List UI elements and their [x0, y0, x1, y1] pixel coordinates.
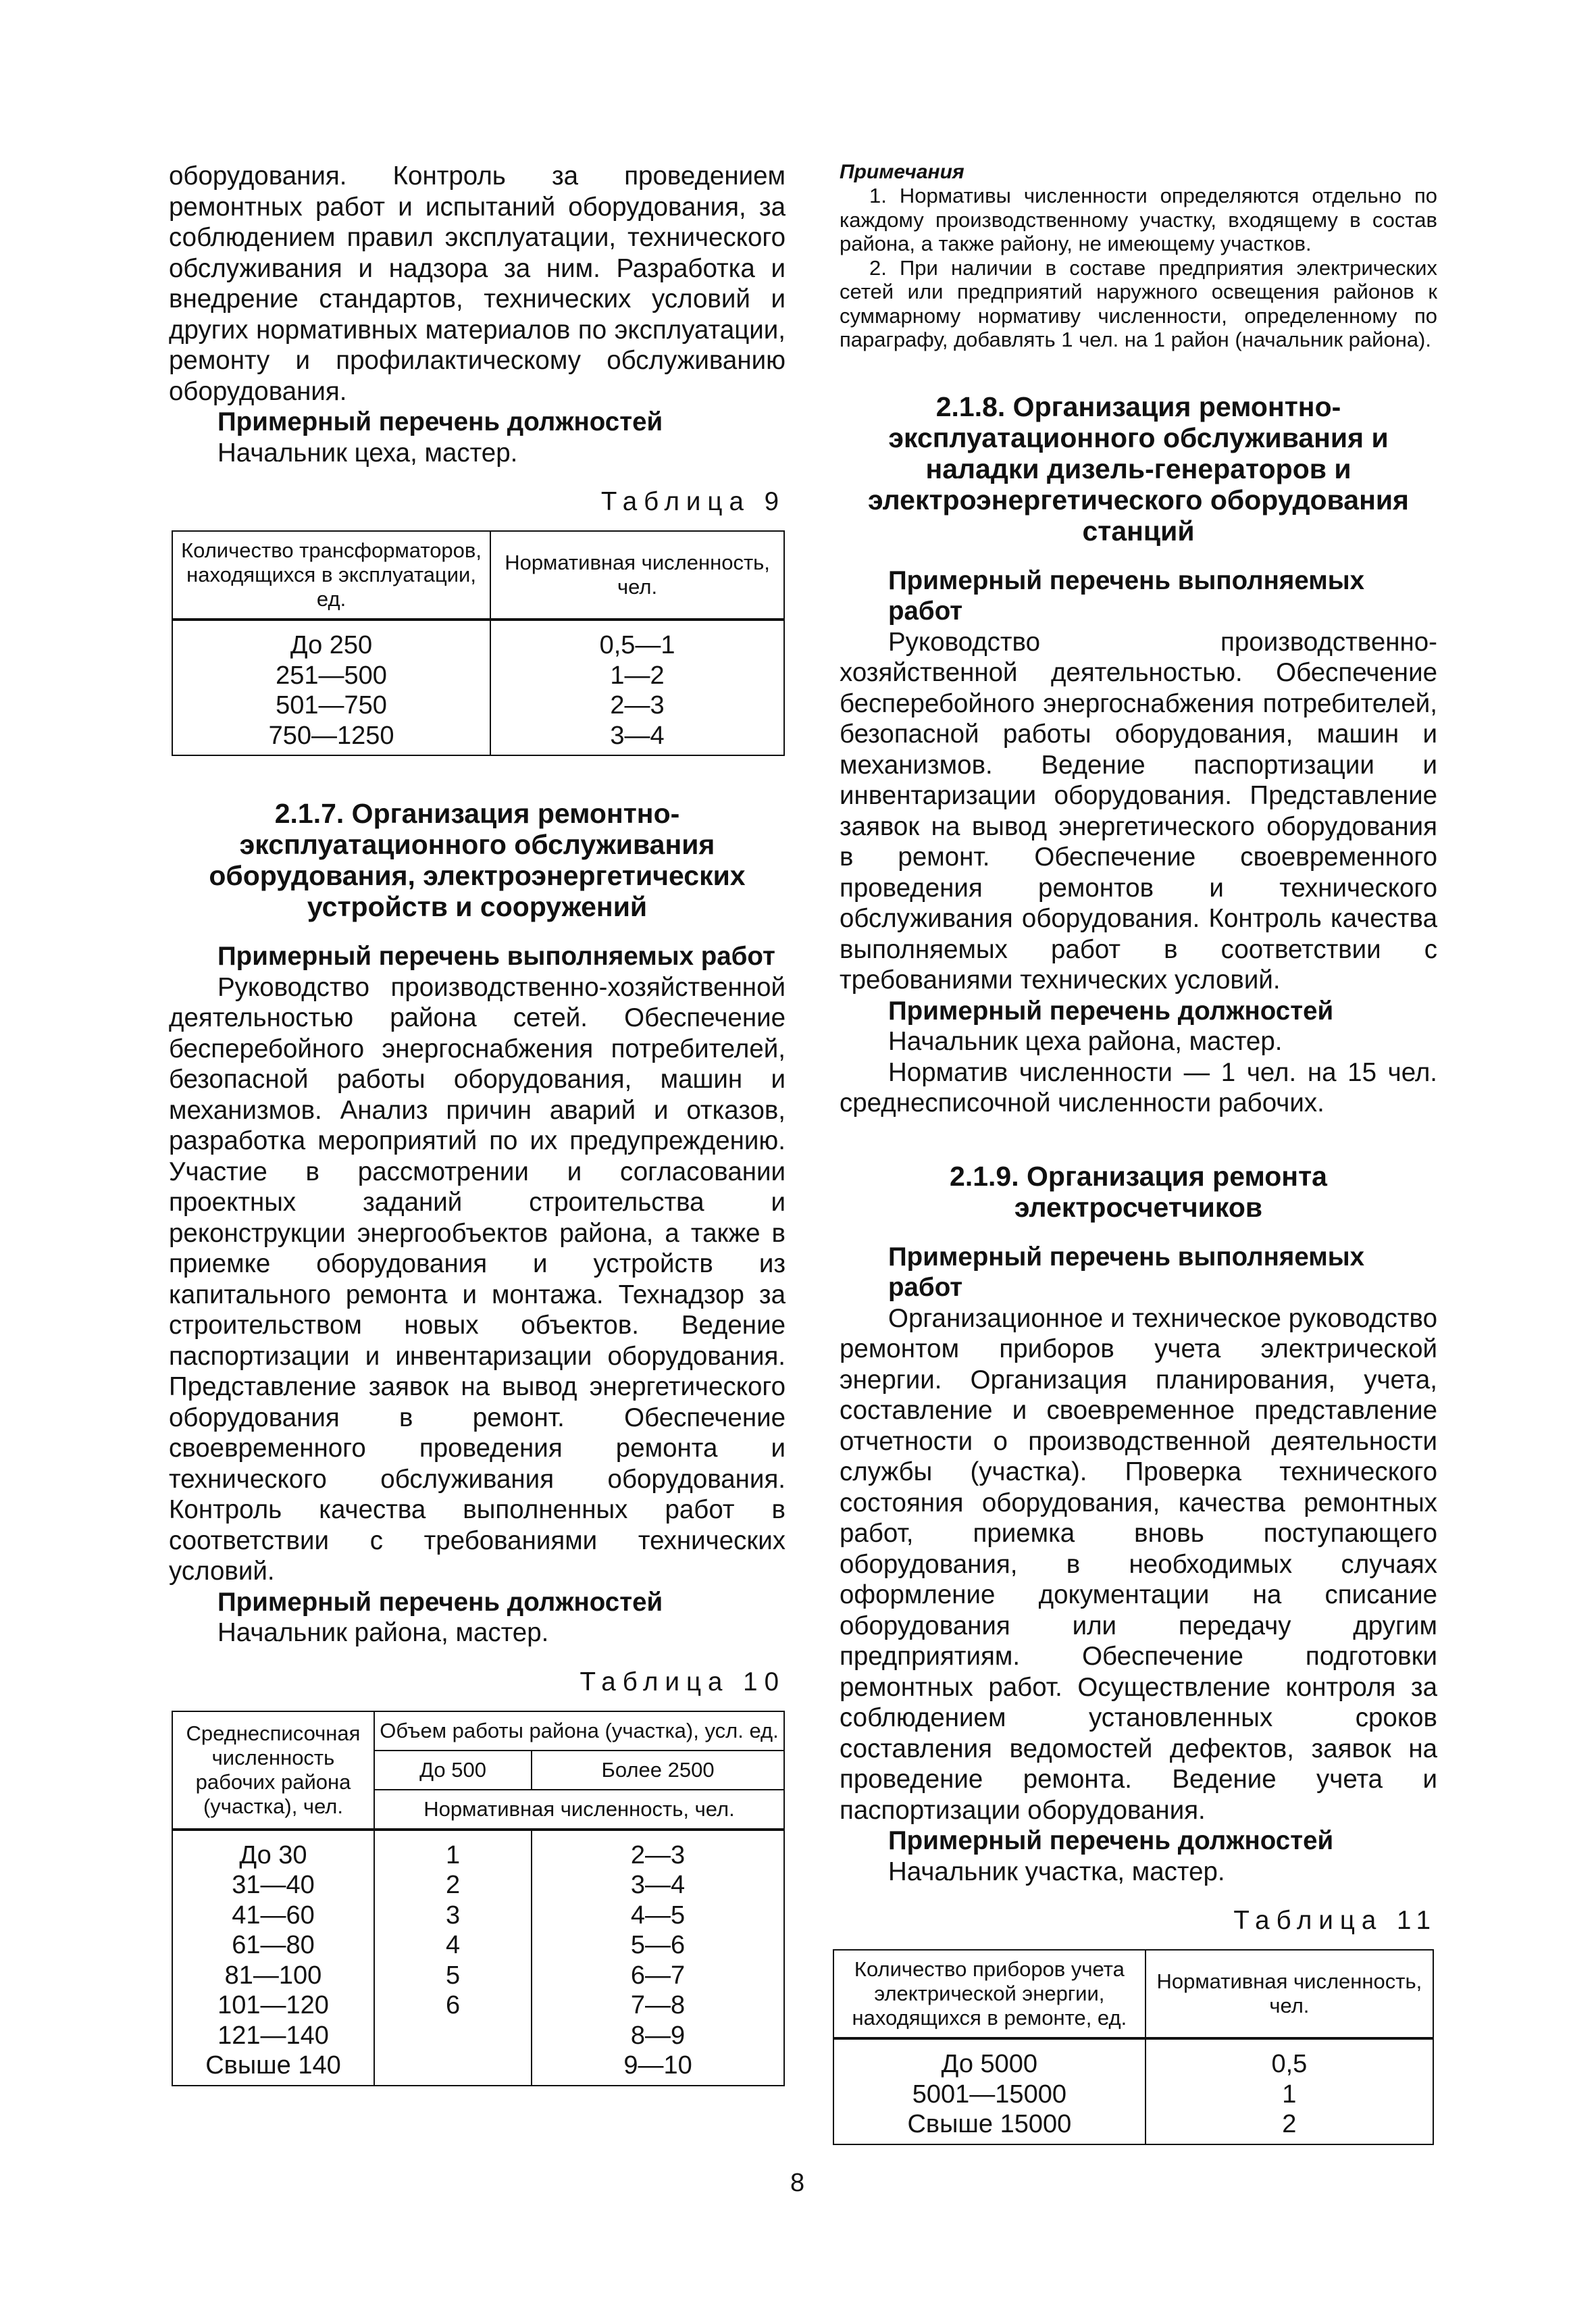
table-cell: 1: [1145, 2080, 1433, 2110]
table-cell: 2: [1145, 2109, 1433, 2144]
table-cell: 251—500: [172, 661, 490, 691]
table-cell: Свыше 140: [172, 2051, 374, 2086]
table-cell: 7—8: [532, 1990, 784, 2021]
table-cell: [374, 2021, 532, 2051]
table-row: [172, 620, 784, 661]
table-cell: 6: [374, 1990, 532, 2021]
table-11-header-norm: Нормативная численность, чел.: [1145, 1950, 1433, 2038]
left-column: [169, 161, 786, 2086]
table-row: [172, 2021, 784, 2051]
table-11: [833, 1949, 1434, 2145]
table-row: [172, 690, 784, 721]
table-cell: 3—4: [532, 1870, 784, 1901]
section-2-1-7-title: 2.1.7. Организация ремонтно-эксплуатационного обслуживания оборудования, электроэнергетических устройств и сооружений: [209, 798, 746, 922]
table-cell: 5001—15000: [833, 2080, 1145, 2110]
table-cell: 101—120: [172, 1990, 374, 2021]
intro-paragraph: оборудования. Контроль за проведением ремонтных работ и испытаний оборудования, за соблюдением правил эксплуатации, технического обслуживания и надзора за ним. Разработка и внедрение стандартов, технических условий и других нормативных материалов по эксплуатации, ремонту и профилактическому обслуживанию оборудования.: [169, 161, 786, 406]
table-row: [172, 661, 784, 691]
positions-heading: Примерный перечень должностей: [217, 407, 663, 436]
note-1: 1. Нормативы численности определяются отдельно по каждому производственному участку, входящему в состав района, а также району, не имеющему участков.: [840, 184, 1437, 255]
table-10-caption: Таблица 10: [580, 1667, 786, 1696]
works-text: Организационное и техническое руководство ремонтом приборов учета электрической энергии. Организация планирования, учета, составление и своевременное представление отчетности о производственной деятельности службы (участка). Проверка технического состояния оборудования, качества ремонтных работ, приемка вновь поступающего оборудования, в необходимых случаях оформление документации на списание оборудования или передачу другим предприятиям. Обеспечение подготовки ремонтных работ. Осуществление контроля за соблюдением установленных сроков составления ведомостей дефектов, заявок на проведение ремонта. Ведение учета и паспортизации оборудования.: [840, 1303, 1437, 1825]
table-cell: 2—3: [490, 690, 784, 721]
table-row: [172, 1990, 784, 2021]
table-cell: До 30: [172, 1830, 374, 1871]
table-10-header-sub2: Более 2500: [532, 1751, 784, 1790]
table-cell: 31—40: [172, 1870, 374, 1901]
table-cell: 2: [374, 1870, 532, 1901]
table-cell: До 250: [172, 620, 490, 661]
table-row: [172, 1830, 784, 1871]
norm-text: Норматив численности — 1 чел. на 15 чел. среднесписочной численности рабочих.: [840, 1057, 1437, 1117]
right-column: [840, 161, 1437, 2145]
table-row: [172, 721, 784, 756]
table-row: [172, 2051, 784, 2086]
table-cell: 0,5—1: [490, 620, 784, 661]
notes-title: Примечания: [840, 161, 964, 183]
positions-heading: Примерный перечень должностей: [217, 1587, 663, 1617]
table-cell: 1—2: [490, 661, 784, 691]
table-cell: До 5000: [833, 2038, 1145, 2080]
table-cell: 0,5: [1145, 2038, 1433, 2080]
table-cell: 8—9: [532, 2021, 784, 2051]
section-2-1-9-title: 2.1.9. Организация ремонта электросчетчиков: [950, 1160, 1327, 1223]
positions-text: Начальник участка, мастер.: [888, 1857, 1225, 1886]
works-heading: Примерный перечень выполняемых работ: [217, 942, 775, 971]
table-cell: 750—1250: [172, 721, 490, 756]
table-9-header-count: Количество трансформаторов, находящихся в эксплуатации, ед.: [172, 531, 490, 620]
table-row: [172, 1930, 784, 1961]
table-10: [172, 1711, 785, 2086]
table-11-header-count: Количество приборов учета электрической энергии, находящихся в ремонте, ед.: [833, 1950, 1145, 2038]
page-number: 8: [790, 2169, 805, 2197]
table-9-header-norm: Нормативная численность, чел.: [490, 531, 784, 620]
table-9-caption: Таблица 9: [600, 487, 786, 516]
table-cell: 5: [374, 1961, 532, 1991]
works-text: Руководство производственно-хозяйственной деятельностью района сетей. Обеспечение бесперебойного энергоснабжения потребителей, безопасной работы оборудования, машин и механизмов. Анализ причин аварий и отказов, разработка мероприятий по их предупреждению. Участие в рассмотрении и согласовании проектных заданий строительства и реконструкции энергообъектов района, а также в приемке оборудования и устройств из капитального ремонта и монтажа. Технадзор за строительством новых объектов. Ведение паспортизации и инвентаризации оборудования. Представление заявок на вывод энергетического оборудования в ремонт. Обеспечение своевременного проведения ремонта и технического обслуживания оборудования. Контроль качества выполненных работ в соответствии с требованиями технических условий.: [169, 972, 786, 1586]
table-cell: 3—4: [490, 721, 784, 756]
table-10-header-norm: Нормативная численность, чел.: [374, 1790, 784, 1830]
table-cell: 4: [374, 1930, 532, 1961]
table-cell: 41—60: [172, 1901, 374, 1931]
table-cell: 3: [374, 1901, 532, 1931]
table-cell: 81—100: [172, 1961, 374, 1991]
section-2-1-8-title: 2.1.8. Организация ремонтно-эксплуатационного обслуживания и наладки дизель-генераторов и электроэнергетического оборудования станций: [868, 391, 1409, 547]
works-heading: Примерный перечень выполняемых работ: [888, 1242, 1364, 1302]
positions-heading: Примерный перечень должностей: [888, 996, 1334, 1026]
table-cell: 1: [374, 1830, 532, 1871]
table-row: [833, 2038, 1433, 2080]
table-cell: 4—5: [532, 1901, 784, 1931]
table-cell: 6—7: [532, 1961, 784, 1991]
table-cell: 61—80: [172, 1930, 374, 1961]
table-row: [833, 2080, 1433, 2110]
table-row: [172, 1961, 784, 1991]
table-row: [833, 2109, 1433, 2144]
table-11-caption: Таблица 11: [1233, 1906, 1437, 1935]
table-cell: 5—6: [532, 1930, 784, 1961]
positions-text: Начальник цеха района, мастер.: [888, 1027, 1283, 1056]
table-9: [172, 530, 785, 756]
positions-heading: Примерный перечень должностей: [888, 1826, 1334, 1855]
table-cell: 9—10: [532, 2051, 784, 2086]
table-row: [172, 1870, 784, 1901]
table-10-header-workers: Среднесписочная численность рабочих района (участка), чел.: [172, 1711, 374, 1830]
positions-text: Начальник цеха, мастер.: [217, 438, 518, 468]
works-heading: Примерный перечень выполняемых работ: [888, 565, 1364, 626]
table-row: [172, 1901, 784, 1931]
table-cell: 2—3: [532, 1830, 784, 1871]
works-text: Руководство производственно-хозяйственной деятельностью. Обеспечение бесперебойного энергоснабжения потребителей, безопасной работы оборудования, машин и механизмов. Ведение паспортизации и инвентаризации оборудования. Представление заявок на вывод энергетического оборудования в ремонт. Обеспечение своевременного проведения ремонтов и технического обслуживания оборудования. Контроль качества выполняемых работ в соответствии с требованиями технических условий.: [840, 627, 1437, 995]
note-2: 2. При наличии в составе предприятия электрических сетей или предприятий наружного освещения районов к суммарному нормативу численности, определенному по параграфу, добавлять 1 чел. на 1 район (начальник района).: [840, 255, 1437, 351]
table-cell: Свыше 15000: [833, 2109, 1145, 2144]
table-cell: 121—140: [172, 2021, 374, 2051]
table-cell: [374, 2051, 532, 2086]
table-10-header-sub1: До 500: [374, 1751, 532, 1790]
table-cell: 501—750: [172, 690, 490, 721]
table-10-header-volume: Объем работы района (участка), усл. ед.: [374, 1711, 784, 1751]
positions-text: Начальник района, мастер.: [217, 1618, 549, 1647]
